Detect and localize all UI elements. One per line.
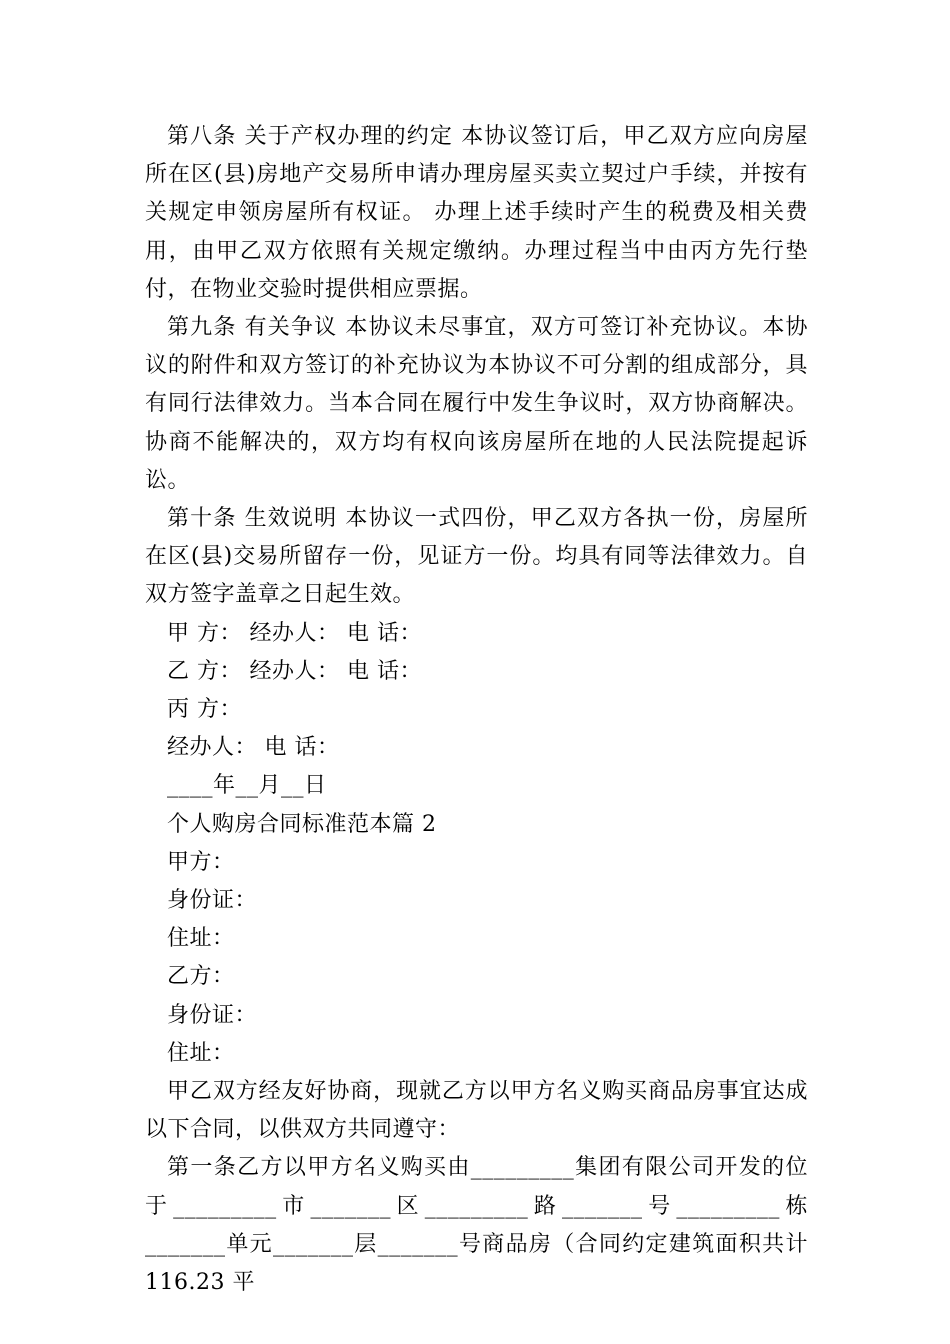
party-a-id-label: 身份证： <box>167 888 258 914</box>
signature-agent: 经办人： 电 话： <box>167 735 340 761</box>
section-2-intro: 甲乙双方经友好协商，现就乙方以甲方名义购买商品房事宜达成以下合同，以供双方共同遵守： <box>145 1079 808 1143</box>
document-body <box>145 118 808 1302</box>
signature-party-a: 甲 方： 经办人： 电 话： <box>167 620 422 646</box>
signature-date: ____年__月__日 <box>167 773 327 799</box>
article-9-paragraph: 第九条 有关争议 本协议未尽事宜，双方可签订补充协议。本协议的附件和双方签订的补充协议为本协议不可分割的组成部分，具有同行法律效力。当本合同在履行中发生争议时，双方协商解决。协商不能解决的，双方均有权向该房屋所在地的人民法院提起诉讼。 <box>145 315 808 493</box>
article-10-paragraph: 第十条 生效说明 本协议一式四份，甲乙双方各执一份，房屋所在区(县)交易所留存一份，见证方一份。均具有同等法律效力。自双方签字盖章之日起生效。 <box>145 506 808 608</box>
party-b-address-label: 住址： <box>167 1040 235 1066</box>
party-b-id-label: 身份证： <box>167 1002 258 1028</box>
signature-party-c: 丙 方： <box>167 697 242 723</box>
signature-party-b: 乙 方： 经办人： 电 话： <box>167 658 422 684</box>
section-2-title: 个人购房合同标准范本篇 2 <box>167 811 437 837</box>
party-a-label: 甲方： <box>167 849 235 875</box>
article-8-paragraph: 第八条 关于产权办理的约定 本协议签订后，甲乙双方应向房屋所在区(县)房地产交易所申请办理房屋买卖立契过户手续，并按有关规定申领房屋所有权证。 办理上述手续时产生的税费及相关费用，由甲乙双方依照有关规定缴纳。办理过程当中由丙方先行垫付，在物业交验时提供相应票据。 <box>145 124 808 302</box>
party-a-address-label: 住址： <box>167 926 235 952</box>
party-b-label: 乙方： <box>167 964 235 990</box>
section-2-article-1: 第一条乙方以甲方名义购买由_________集团有限公司开发的位于_________市_______区_________路_______号_________栋_______单元_______层_______号商品房（合同约定建筑面积共计 116.23 平 <box>145 1155 808 1296</box>
